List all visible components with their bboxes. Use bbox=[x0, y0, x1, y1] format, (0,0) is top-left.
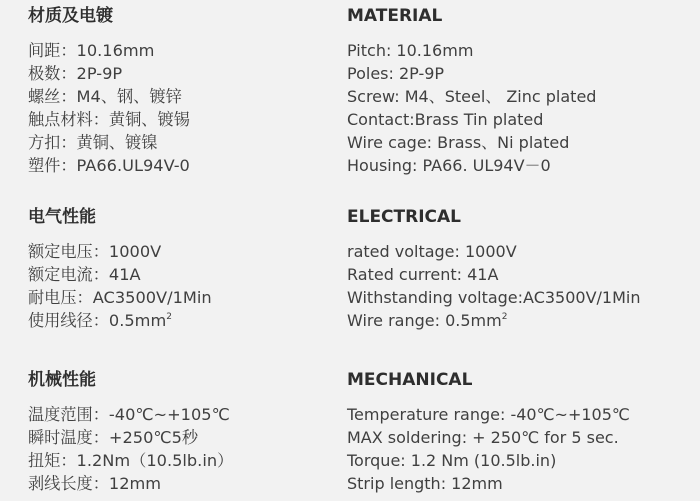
en-max-soldering: MAX soldering: + 250℃ for 5 sec. bbox=[347, 428, 619, 447]
cn-max-soldering: 瞬时温度：+250℃5秒 bbox=[28, 428, 199, 447]
cn-strip-length: 剥线长度：12mm bbox=[28, 474, 162, 493]
en-wire-range bbox=[347, 309, 641, 332]
en-pitch: Pitch: 10.16mm bbox=[347, 41, 474, 60]
cn-poles: 极数：2P-9P bbox=[28, 64, 123, 83]
en-rated-voltage: rated voltage: 1000V bbox=[347, 242, 517, 261]
en-wire-cage: Wire cage: Brass、Ni plated bbox=[347, 133, 570, 152]
en-temperature-range: Temperature range: -40℃~+105℃ bbox=[347, 405, 630, 424]
en-wire-range-sup: 2 bbox=[501, 312, 508, 322]
en-strip-length: Strip length: 12mm bbox=[347, 474, 503, 493]
cn-electrical-section bbox=[28, 207, 212, 332]
en-electrical-heading: ELECTRICAL bbox=[347, 207, 462, 227]
cn-rated-voltage: 额定电压：1000V bbox=[28, 242, 162, 261]
en-electrical-section bbox=[347, 207, 641, 332]
cn-housing: 塑件：PA66.UL94V-0 bbox=[28, 156, 190, 175]
en-wire-range-text: Wire range: 0.5mm bbox=[347, 311, 502, 330]
cn-wire-cage: 方扣：黄铜、镀镍 bbox=[28, 133, 158, 152]
en-rated-current: Rated current: 41A bbox=[347, 265, 499, 284]
cn-pitch: 间距：10.16mm bbox=[28, 41, 155, 60]
cn-wire-range-sup: 2 bbox=[166, 312, 172, 322]
en-screw: Screw: M4、Steel、 Zinc plated bbox=[347, 87, 597, 106]
cn-torque: 扭矩：1.2Nm（10.5lb.in） bbox=[28, 451, 234, 470]
en-withstanding-voltage: Withstanding voltage:AC3500V/1Min bbox=[347, 288, 641, 307]
cn-rated-current: 额定电流：41A bbox=[28, 265, 141, 284]
en-mechanical-heading: MECHANICAL bbox=[347, 370, 473, 390]
en-mechanical-section bbox=[347, 370, 630, 495]
cn-material-heading: 材质及电镀 bbox=[28, 6, 113, 26]
cn-screw: 螺丝：M4、钢、镀锌 bbox=[28, 87, 182, 106]
cn-wire-range-text: 使用线径：0.5mm bbox=[28, 311, 167, 330]
cn-contact: 触点材料：黄铜、镀锡 bbox=[28, 110, 190, 129]
cn-temperature-range: 温度范围：-40℃~+105℃ bbox=[28, 405, 230, 424]
en-housing: Housing: PA66. UL94V－0 bbox=[347, 156, 551, 175]
cn-wire-range bbox=[28, 309, 212, 332]
cn-mechanical-heading: 机械性能 bbox=[28, 370, 96, 390]
en-contact: Contact:Brass Tin plated bbox=[347, 110, 544, 129]
cn-material-section bbox=[28, 6, 190, 177]
cn-mechanical-section bbox=[28, 370, 233, 495]
cn-electrical-heading: 电气性能 bbox=[28, 207, 96, 227]
en-material-heading: MATERIAL bbox=[347, 6, 443, 26]
en-torque: Torque: 1.2 Nm (10.5lb.in) bbox=[347, 451, 557, 470]
cn-withstanding-voltage: 耐电压：AC3500V/1Min bbox=[28, 288, 212, 307]
en-poles: Poles: 2P-9P bbox=[347, 64, 445, 83]
en-material-section bbox=[347, 6, 596, 177]
